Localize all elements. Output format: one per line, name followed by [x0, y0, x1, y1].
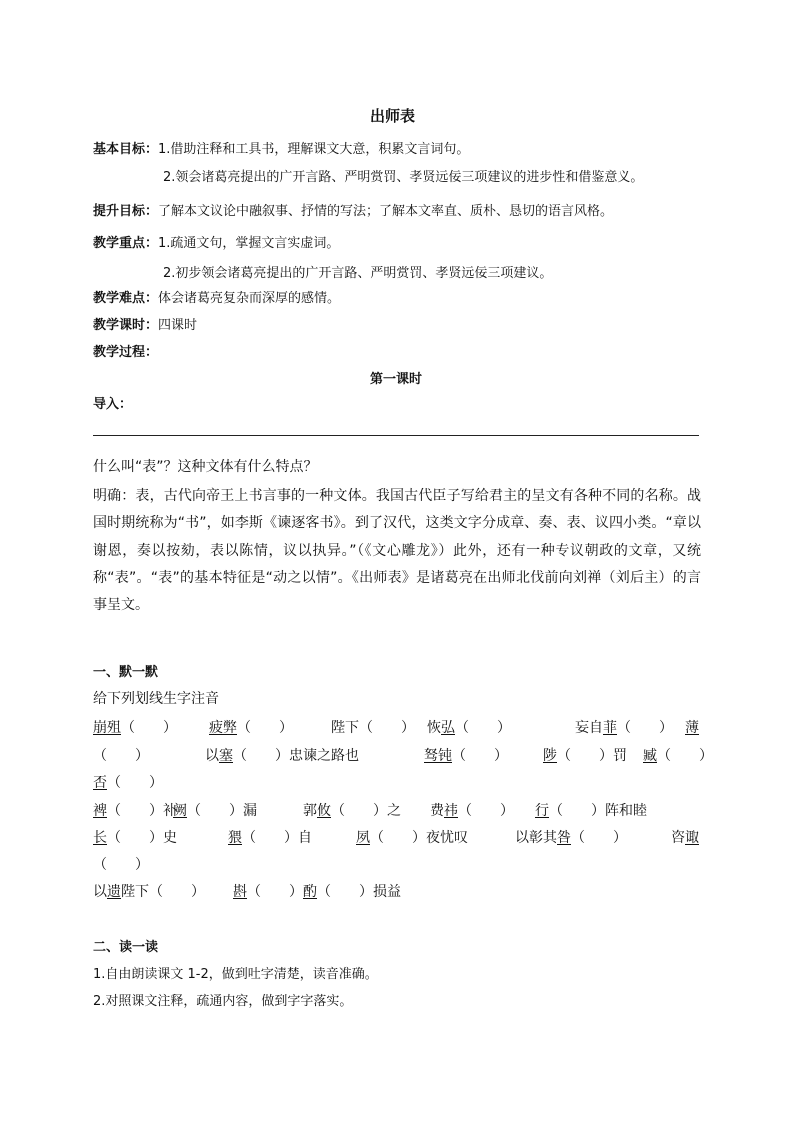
pinyin-item: 以彰其咎（ ）: [515, 830, 627, 846]
pinyin-item: 猥（ ）自: [228, 830, 312, 846]
pinyin-item: 咨诹: [671, 830, 699, 846]
pinyin-row-3: [93, 772, 703, 792]
teaching-process-label: 教学过程：: [93, 345, 159, 360]
raise-objective-text: 了解本文议论中融叙事、抒情的写法；了解本文率直、质朴、恳切的语言风格。: [158, 204, 614, 219]
lesson-heading: 第一课时: [370, 372, 423, 387]
pinyin-row-2: [93, 745, 713, 765]
pinyin-item: 酌（ ）损益: [303, 884, 401, 900]
basic-objective-2: 2.领会诸葛亮提出的广开言路、严明赏罚、孝贤远佞三项建议的进步性和借鉴意义。: [163, 170, 644, 185]
basic-objective: [93, 138, 469, 157]
pinyin-row-7: [93, 881, 703, 901]
pinyin-item: 夙（ ）夜忧叹: [356, 830, 468, 846]
pinyin-item: 否（ ）: [93, 775, 163, 791]
pinyin-item: 崩殂（ ）: [93, 720, 177, 736]
pinyin-item: 长（ ）史: [93, 830, 177, 846]
pinyin-item: 陛下（ ）: [331, 720, 415, 736]
raise-objective-label: 提升目标：: [93, 204, 159, 219]
section1-heading: 一、默一默: [93, 665, 159, 680]
divider-line: [93, 435, 699, 436]
pinyin-item: 裨（ ）补: [93, 803, 177, 819]
teaching-difficulty: [93, 287, 340, 306]
section2-item-1: 1.自由朗读课文 1-2，做到吐字清楚，读音准确。: [93, 967, 378, 982]
pinyin-row-1: [93, 717, 703, 737]
intro-question: 什么叫“表”？这种文体有什么特点？: [93, 459, 318, 475]
intro-label: 导入：: [93, 397, 133, 412]
teaching-hours: [93, 314, 197, 333]
pinyin-row-5: [93, 827, 703, 847]
teaching-difficulty-label: 教学难点：: [93, 291, 159, 306]
pinyin-item: 阙（ ）漏: [173, 803, 257, 819]
pinyin-item: 薄: [685, 720, 699, 736]
basic-objective-label: 基本目标：: [93, 142, 159, 157]
pinyin-item: 以遗陛下（ ）: [93, 884, 205, 900]
pinyin-item: 行（ ）阵和睦: [535, 803, 647, 819]
teaching-focus-2: 2.初步领会诸葛亮提出的广开言路、严明赏罚、孝贤远佞三项建议。: [163, 266, 553, 281]
teaching-hours-label: 教学课时：: [93, 318, 159, 333]
pinyin-item: （ ）: [93, 857, 149, 873]
page-title: 出师表: [370, 107, 416, 125]
raise-objective: [93, 200, 613, 219]
pinyin-item: 驽钝（ ）: [424, 748, 508, 764]
pinyin-row-6: [93, 854, 703, 874]
teaching-hours-text: 四课时: [158, 318, 198, 333]
section2-item-2: 2.对照课文注释，疏通内容，做到字字落实。: [93, 994, 353, 1009]
pinyin-item: 陟（ ）罚: [543, 748, 627, 764]
pinyin-row-4: [93, 800, 703, 820]
basic-objective-1: 1.借助注释和工具书，理解课文大意，积累文言词句。: [158, 142, 470, 157]
teaching-focus-label: 教学重点：: [93, 236, 159, 251]
pinyin-item: 恢弘（ ）: [427, 720, 511, 736]
pinyin-item: 妄自菲（ ）: [575, 720, 673, 736]
section2-heading: 二、读一读: [93, 940, 159, 955]
pinyin-item: 臧（ ）: [643, 748, 713, 764]
pinyin-item: 斟（ ）: [233, 884, 303, 900]
teaching-focus-1: 1.疏通文句，掌握文言实虚词。: [158, 236, 340, 251]
teaching-focus: [93, 232, 339, 251]
teaching-difficulty-text: 体会诸葛亮复杂而深厚的感情。: [158, 291, 341, 306]
pinyin-item: 以塞（ ）忠谏之路也: [205, 748, 359, 764]
pinyin-item: （ ）: [93, 748, 149, 764]
pinyin-item: 疲弊（ ）: [209, 720, 293, 736]
pinyin-item: 郭攸（ ）之: [303, 803, 401, 819]
intro-answer: 明确：表，古代向帝王上书言事的一种文体。我国古代臣子写给君主的呈文有各种不同的名称。战国时期统称为“书”，如李斯《谏逐客书》。到了汉代，这类文字分成章、奏、表、议四小类。“章以谢恩，奏以按劾，表以陈情，议以执异。”（《文心雕龙》）此外，还有一种专议朝政的文章，又统称“表”。“表”的基本特征是“动之以情”。《出师表》是诸葛亮在出师北伐前向刘禅（刘后主）的言事呈文。: [93, 488, 701, 614]
pinyin-item: 费祎（ ）: [430, 803, 514, 819]
section1-instruction: 给下列划线生字注音: [93, 691, 219, 707]
